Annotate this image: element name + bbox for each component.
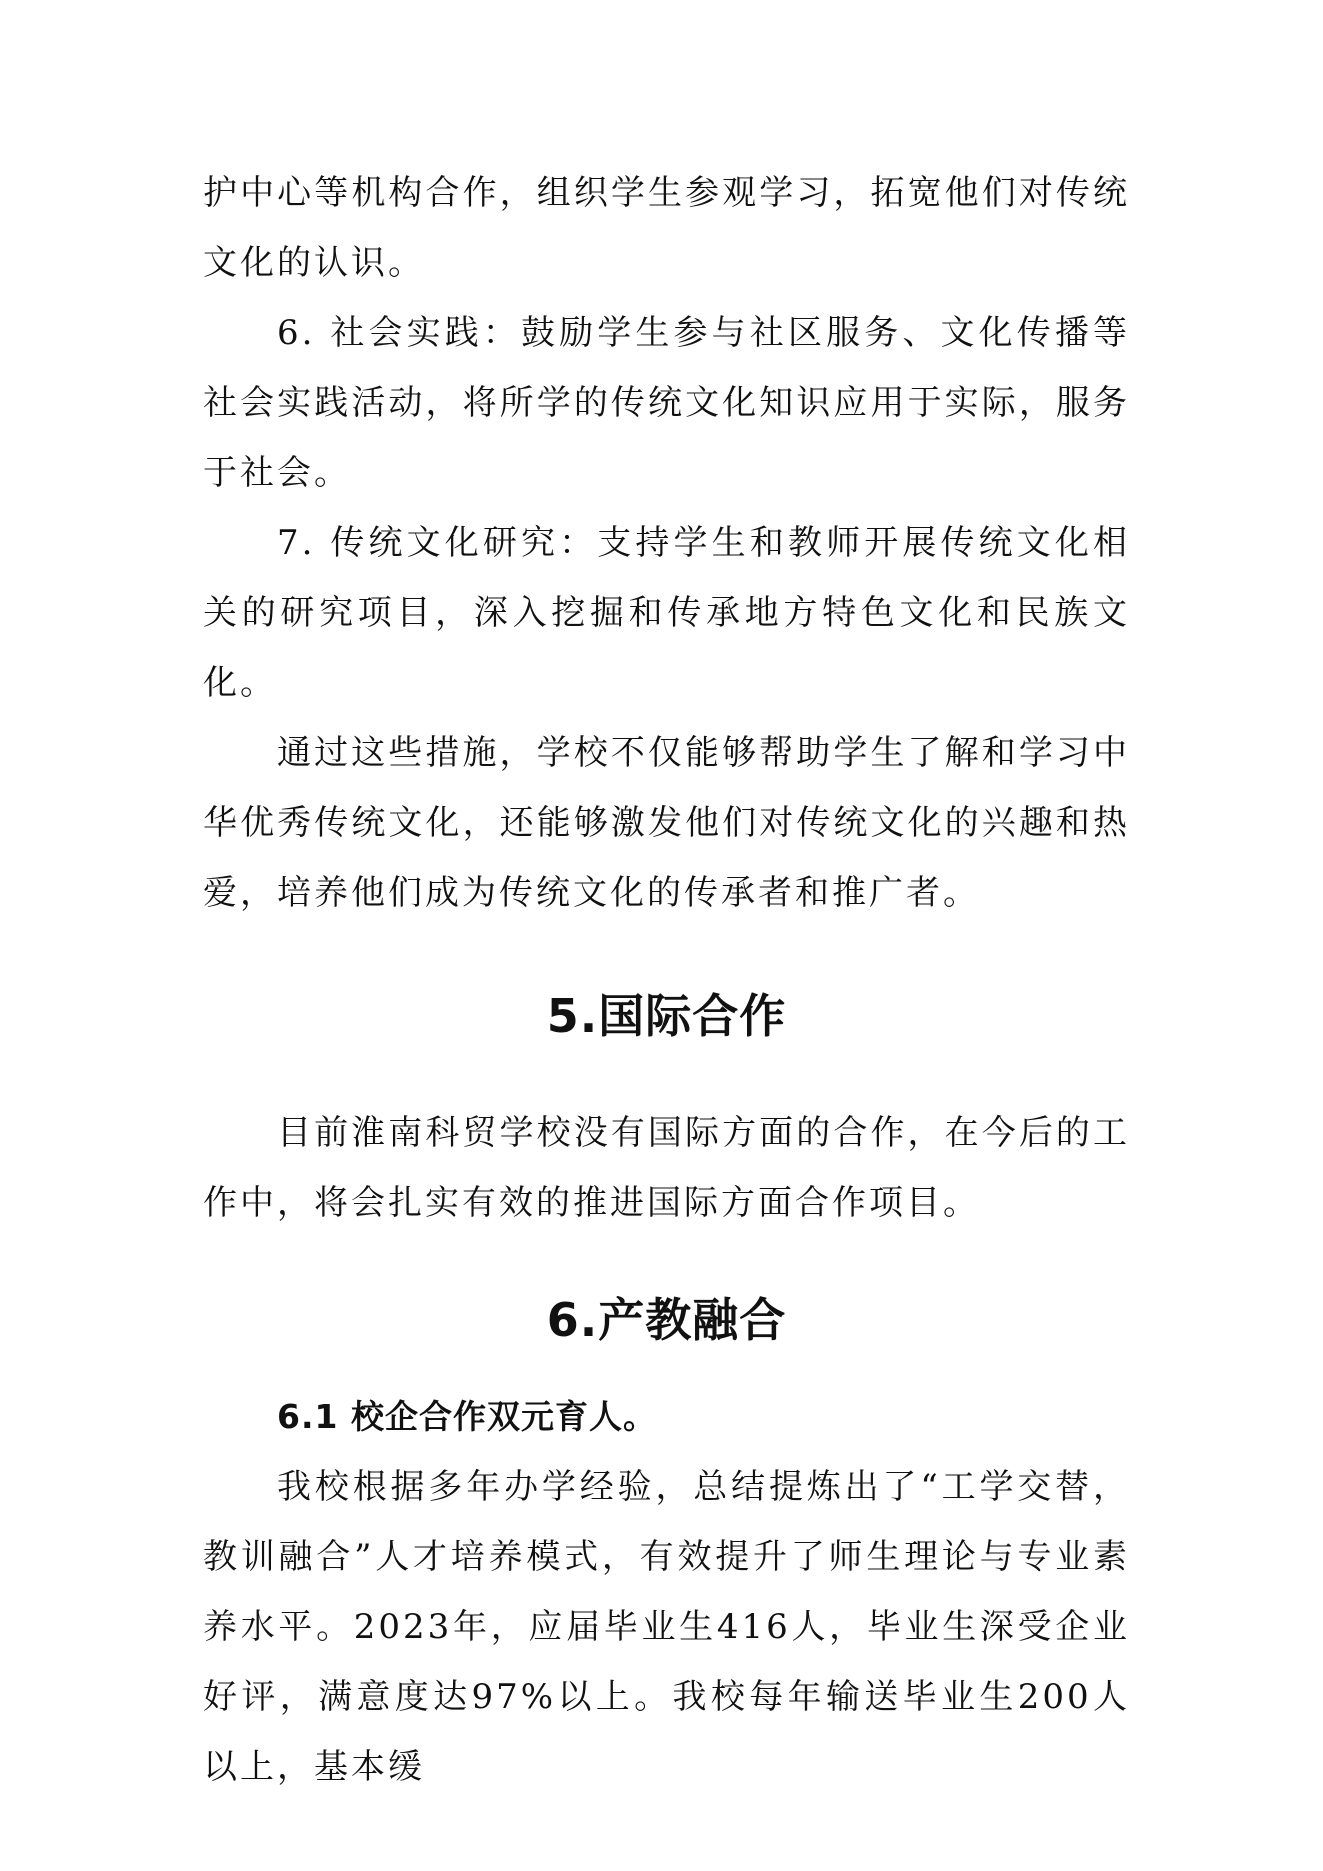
document-body xyxy=(203,158,1130,1802)
list-item-culture-research: 7. 传统文化研究：支持学生和教师开展传统文化相关的研究项目，深入挖掘和传承地方特色文化和民族文化。 xyxy=(203,523,1130,703)
paragraph-continuation: 护中心等机构合作，组织学生参观学习，拓宽他们对传统文化的认识。 xyxy=(203,173,1130,283)
paragraph-summary: 通过这些措施，学校不仅能够帮助学生了解和学习中华优秀传统文化，还能够激发他们对传统文化的兴趣和热爱，培养他们成为传统文化的传承者和推广者。 xyxy=(203,733,1130,913)
paragraph-school-enterprise: 我校根据多年办学经验，总结提炼出了“工学交替，教训融合”人才培养模式，有效提升了师生理论与专业素养水平。2023年，应届毕业生416人，毕业生深受企业好评，满意度达97%以上。我校每年输送毕业生200人以上，基本缓 xyxy=(203,1467,1130,1787)
section-heading-international-cooperation: 5.国际合作 xyxy=(546,989,787,1043)
section-heading-industry-education: 6.产教融合 xyxy=(546,1293,787,1347)
list-item-social-practice: 6. 社会实践：鼓励学生参与社区服务、文化传播等社会实践活动，将所学的传统文化知识应用于实际，服务于社会。 xyxy=(203,313,1130,493)
subsection-heading-school-enterprise: 6.1 校企合作双元育人。 xyxy=(277,1397,657,1436)
paragraph-international-cooperation: 目前淮南科贸学校没有国际方面的合作，在今后的工作中，将会扎实有效的推进国际方面合作项目。 xyxy=(203,1113,1130,1223)
